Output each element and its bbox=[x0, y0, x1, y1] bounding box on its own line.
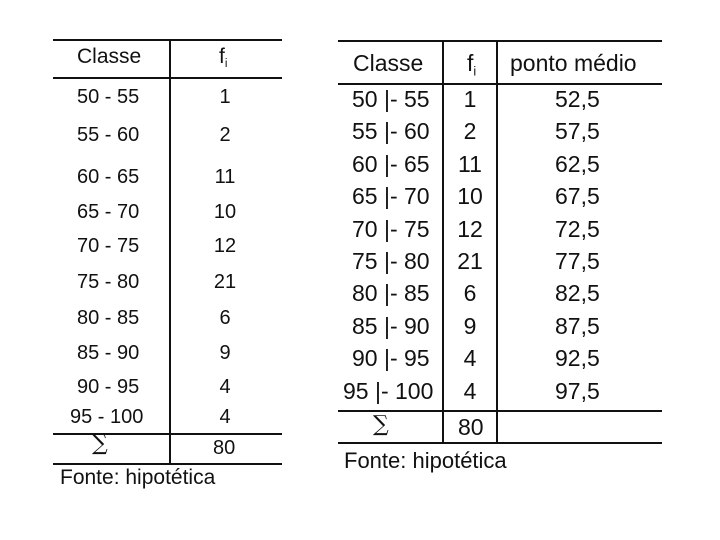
right-row-9-ponto-medio: 92,5 bbox=[555, 345, 600, 371]
left-row-7-fi: 6 bbox=[219, 307, 231, 329]
left-total-sigma: ∑ bbox=[92, 431, 108, 456]
right-row-6-fi: 21 bbox=[457, 248, 483, 274]
right-table-divider-2 bbox=[496, 40, 498, 444]
left-row-3-fi: 11 bbox=[214, 166, 236, 188]
right-header-ponto-medio: ponto médio bbox=[510, 50, 637, 76]
right-table-header-rule bbox=[338, 83, 662, 85]
left-row-8-fi: 9 bbox=[219, 342, 231, 364]
right-header-classe: Classe bbox=[353, 50, 424, 76]
left-row-2-classe: 55 - 60 bbox=[77, 124, 140, 146]
right-row-3-fi: 11 bbox=[458, 151, 482, 177]
left-total-value: 80 bbox=[213, 437, 236, 459]
right-row-4-ponto-medio: 67,5 bbox=[555, 183, 600, 209]
right-row-7-ponto-medio: 82,5 bbox=[555, 280, 600, 306]
right-table-source: Fonte: hipotética bbox=[344, 448, 507, 473]
left-header-fi-sub: i bbox=[224, 58, 228, 71]
right-row-4-fi: 10 bbox=[457, 183, 483, 209]
right-row-9-fi: 4 bbox=[463, 345, 477, 371]
right-row-5-fi: 12 bbox=[457, 216, 483, 242]
left-table-top-rule bbox=[53, 39, 282, 41]
right-total-value: 80 bbox=[458, 414, 484, 440]
left-row-9-fi: 4 bbox=[219, 376, 231, 398]
right-row-3-classe: 60 |- 65 bbox=[352, 151, 430, 177]
right-row-3-ponto-medio: 62,5 bbox=[555, 151, 600, 177]
right-row-7-fi: 6 bbox=[463, 280, 477, 306]
right-row-2-fi: 2 bbox=[463, 118, 477, 144]
left-row-5-fi: 12 bbox=[213, 235, 237, 257]
left-row-7-classe: 80 - 85 bbox=[77, 307, 140, 329]
left-row-1-classe: 50 - 55 bbox=[77, 86, 140, 108]
right-row-5-classe: 70 |- 75 bbox=[352, 216, 430, 242]
right-header-fi bbox=[467, 52, 476, 78]
left-header-fi bbox=[219, 46, 227, 71]
right-header-fi-sub: i bbox=[473, 64, 477, 79]
right-row-7-classe: 80 |- 85 bbox=[352, 280, 430, 306]
left-table-header-rule bbox=[53, 77, 282, 79]
right-total-sigma: ∑ bbox=[373, 412, 389, 437]
right-header-fi-main: f bbox=[467, 50, 474, 76]
right-row-1-fi: 1 bbox=[463, 86, 477, 112]
left-row-5-classe: 70 - 75 bbox=[77, 235, 140, 257]
right-row-6-classe: 75 |- 80 bbox=[352, 248, 430, 274]
right-row-1-ponto-medio: 52,5 bbox=[555, 86, 600, 112]
left-table-bottom-rule bbox=[53, 463, 282, 465]
left-row-2-fi: 2 bbox=[219, 124, 231, 146]
left-row-3-classe: 60 - 65 bbox=[77, 166, 140, 188]
left-table-total-rule bbox=[53, 433, 282, 435]
right-row-9-classe: 90 |- 95 bbox=[352, 345, 430, 371]
right-row-6-ponto-medio: 77,5 bbox=[555, 248, 600, 274]
left-header-fi-main: f bbox=[219, 45, 225, 68]
right-row-10-fi: 4 bbox=[463, 378, 477, 404]
left-row-10-classe: 95 - 100 bbox=[70, 406, 144, 428]
left-row-8-classe: 85 - 90 bbox=[77, 342, 140, 364]
right-row-10-classe: 95 |- 100 bbox=[343, 378, 434, 404]
left-table-source: Fonte: hipotética bbox=[60, 466, 216, 489]
right-table-top-rule bbox=[338, 40, 662, 42]
left-row-6-classe: 75 - 80 bbox=[77, 271, 140, 293]
right-row-10-ponto-medio: 97,5 bbox=[555, 378, 600, 404]
right-row-8-fi: 9 bbox=[463, 313, 477, 339]
right-table-bottom-rule bbox=[338, 442, 662, 444]
left-row-10-fi: 4 bbox=[219, 406, 231, 428]
left-row-4-fi: 10 bbox=[213, 201, 237, 223]
right-row-2-classe: 55 |- 60 bbox=[352, 118, 430, 144]
right-row-5-ponto-medio: 72,5 bbox=[555, 216, 600, 242]
left-row-9-classe: 90 - 95 bbox=[77, 376, 140, 398]
left-row-1-fi: 1 bbox=[219, 86, 231, 108]
left-header-classe: Classe bbox=[77, 45, 142, 68]
left-row-4-classe: 65 - 70 bbox=[77, 201, 140, 223]
right-row-8-classe: 85 |- 90 bbox=[352, 313, 430, 339]
right-row-8-ponto-medio: 87,5 bbox=[555, 313, 600, 339]
right-row-4-classe: 65 |- 70 bbox=[352, 183, 430, 209]
right-row-1-classe: 50 |- 55 bbox=[352, 86, 430, 112]
right-row-2-ponto-medio: 57,5 bbox=[555, 118, 600, 144]
left-row-6-fi: 21 bbox=[213, 271, 237, 293]
